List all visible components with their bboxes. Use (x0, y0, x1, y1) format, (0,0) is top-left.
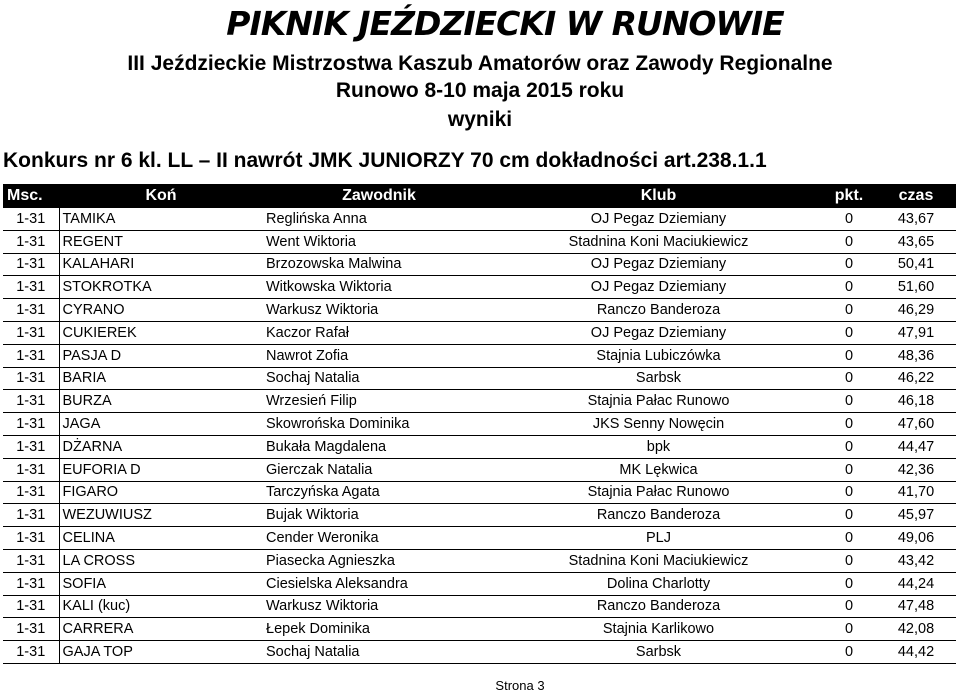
horse-cell: PASJA D (59, 344, 263, 367)
table-row (3, 321, 956, 344)
club-cell: JKS Senny Nowęcin (495, 413, 822, 436)
place-cell: 1-31 (3, 367, 59, 390)
horse-cell: LA CROSS (59, 549, 263, 572)
place-cell: 1-31 (3, 572, 59, 595)
table-row (3, 618, 956, 641)
event-subtitle: III Jeździeckie Mistrzostwa Kaszub Amatorów oraz Zawody Regionalne (127, 52, 833, 75)
club-cell: OJ Pegaz Dziemiany (495, 208, 822, 230)
column-header-club: Klub (495, 184, 822, 208)
points-cell: 0 (822, 572, 876, 595)
club-cell: Stajnia Pałac Runowo (495, 481, 822, 504)
time-cell: 49,06 (876, 527, 956, 550)
time-cell: 47,48 (876, 595, 956, 618)
results-table-body (3, 208, 956, 663)
table-row (3, 458, 956, 481)
horse-cell: KALAHARI (59, 253, 263, 276)
horse-cell: BARIA (59, 367, 263, 390)
time-cell: 50,41 (876, 253, 956, 276)
rider-cell: Cender Weronika (263, 527, 495, 550)
time-cell: 41,70 (876, 481, 956, 504)
horse-cell: GAJA TOP (59, 641, 263, 664)
points-cell: 0 (822, 641, 876, 664)
rider-cell: Sochaj Natalia (263, 367, 495, 390)
table-row (3, 549, 956, 572)
time-cell: 51,60 (876, 276, 956, 299)
rider-cell: Gierczak Natalia (263, 458, 495, 481)
horse-cell: STOKROTKA (59, 276, 263, 299)
club-cell: OJ Pegaz Dziemiany (495, 253, 822, 276)
rider-cell: Kaczor Rafał (263, 321, 495, 344)
club-cell: PLJ (495, 527, 822, 550)
place-cell: 1-31 (3, 618, 59, 641)
points-cell: 0 (822, 299, 876, 322)
horse-cell: CUKIEREK (59, 321, 263, 344)
event-title: PIKNIK JEŹDZIECKI W RUNOWIE (226, 4, 784, 43)
club-cell: Sarbsk (495, 367, 822, 390)
rider-cell: Sochaj Natalia (263, 641, 495, 664)
rider-cell: Łepek Dominika (263, 618, 495, 641)
table-row (3, 230, 956, 253)
table-header-row (3, 184, 956, 208)
time-cell: 45,97 (876, 504, 956, 527)
time-cell: 44,24 (876, 572, 956, 595)
points-cell: 0 (822, 435, 876, 458)
rider-cell: Reglińska Anna (263, 208, 495, 230)
time-cell: 43,67 (876, 208, 956, 230)
points-cell: 0 (822, 230, 876, 253)
rider-cell: Bujak Wiktoria (263, 504, 495, 527)
event-date: Runowo 8-10 maja 2015 roku (335, 79, 625, 102)
table-row (3, 413, 956, 436)
table-row (3, 572, 956, 595)
points-cell: 0 (822, 413, 876, 436)
rider-cell: Witkowska Wiktoria (263, 276, 495, 299)
rider-cell: Warkusz Wiktoria (263, 299, 495, 322)
club-cell: Ranczo Banderoza (495, 299, 822, 322)
rider-cell: Ciesielska Aleksandra (263, 572, 495, 595)
club-cell: Stadnina Koni Maciukiewicz (495, 549, 822, 572)
table-row (3, 641, 956, 664)
column-header-points: pkt. (822, 184, 876, 208)
place-cell: 1-31 (3, 276, 59, 299)
horse-cell: JAGA (59, 413, 263, 436)
club-cell: bpk (495, 435, 822, 458)
club-cell: Stajnia Lubiczówka (495, 344, 822, 367)
table-row (3, 481, 956, 504)
points-cell: 0 (822, 208, 876, 230)
rider-cell: Nawrot Zofia (263, 344, 495, 367)
table-row (3, 276, 956, 299)
time-cell: 44,47 (876, 435, 956, 458)
contest-title: Konkurs nr 6 kl. LL – II nawrót JMK JUNIORZY 70 cm dokładności art.238.1.1 (3, 149, 767, 172)
rider-cell: Tarczyńska Agata (263, 481, 495, 504)
rider-cell: Brzozowska Malwina (263, 253, 495, 276)
points-cell: 0 (822, 504, 876, 527)
column-header-time: czas (876, 184, 956, 208)
time-cell: 47,91 (876, 321, 956, 344)
time-cell: 44,42 (876, 641, 956, 664)
table-row (3, 595, 956, 618)
horse-cell: DŻARNA (59, 435, 263, 458)
points-cell: 0 (822, 344, 876, 367)
points-cell: 0 (822, 595, 876, 618)
table-row (3, 367, 956, 390)
points-cell: 0 (822, 253, 876, 276)
rider-cell: Skowrońska Dominika (263, 413, 495, 436)
place-cell: 1-31 (3, 458, 59, 481)
place-cell: 1-31 (3, 435, 59, 458)
horse-cell: FIGARO (59, 481, 263, 504)
horse-cell: SOFIA (59, 572, 263, 595)
horse-cell: EUFORIA D (59, 458, 263, 481)
club-cell: MK Lękwica (495, 458, 822, 481)
place-cell: 1-31 (3, 208, 59, 230)
place-cell: 1-31 (3, 481, 59, 504)
time-cell: 46,18 (876, 390, 956, 413)
time-cell: 46,29 (876, 299, 956, 322)
rider-cell: Warkusz Wiktoria (263, 595, 495, 618)
time-cell: 43,65 (876, 230, 956, 253)
results-table (3, 184, 956, 664)
points-cell: 0 (822, 367, 876, 390)
place-cell: 1-31 (3, 549, 59, 572)
table-row (3, 344, 956, 367)
points-cell: 0 (822, 321, 876, 344)
table-row (3, 253, 956, 276)
table-row (3, 527, 956, 550)
club-cell: Stajnia Pałac Runowo (495, 390, 822, 413)
horse-cell: CYRANO (59, 299, 263, 322)
club-cell: OJ Pegaz Dziemiany (495, 276, 822, 299)
time-cell: 43,42 (876, 549, 956, 572)
time-cell: 46,22 (876, 367, 956, 390)
rider-cell: Went Wiktoria (263, 230, 495, 253)
table-row (3, 208, 956, 230)
place-cell: 1-31 (3, 504, 59, 527)
place-cell: 1-31 (3, 344, 59, 367)
club-cell: OJ Pegaz Dziemiany (495, 321, 822, 344)
club-cell: Dolina Charlotty (495, 572, 822, 595)
points-cell: 0 (822, 458, 876, 481)
results-heading: wyniki (447, 108, 513, 131)
place-cell: 1-31 (3, 321, 59, 344)
time-cell: 47,60 (876, 413, 956, 436)
column-header-place: Msc. (3, 184, 59, 208)
place-cell: 1-31 (3, 253, 59, 276)
place-cell: 1-31 (3, 413, 59, 436)
time-cell: 42,36 (876, 458, 956, 481)
horse-cell: CARRERA (59, 618, 263, 641)
club-cell: Sarbsk (495, 641, 822, 664)
rider-cell: Wrzesień Filip (263, 390, 495, 413)
points-cell: 0 (822, 481, 876, 504)
table-row (3, 299, 956, 322)
horse-cell: BURZA (59, 390, 263, 413)
place-cell: 1-31 (3, 390, 59, 413)
page-number: Strona 3 (495, 678, 545, 693)
column-header-horse: Koń (59, 184, 263, 208)
rider-cell: Piasecka Agnieszka (263, 549, 495, 572)
place-cell: 1-31 (3, 230, 59, 253)
horse-cell: REGENT (59, 230, 263, 253)
points-cell: 0 (822, 390, 876, 413)
club-cell: Ranczo Banderoza (495, 504, 822, 527)
club-cell: Stadnina Koni Maciukiewicz (495, 230, 822, 253)
horse-cell: KALI (kuc) (59, 595, 263, 618)
table-row (3, 504, 956, 527)
club-cell: Ranczo Banderoza (495, 595, 822, 618)
rider-cell: Bukała Magdalena (263, 435, 495, 458)
place-cell: 1-31 (3, 641, 59, 664)
horse-cell: CELINA (59, 527, 263, 550)
table-row (3, 390, 956, 413)
horse-cell: WEZUWIUSZ (59, 504, 263, 527)
points-cell: 0 (822, 527, 876, 550)
points-cell: 0 (822, 549, 876, 572)
column-header-rider: Zawodnik (263, 184, 495, 208)
points-cell: 0 (822, 276, 876, 299)
club-cell: Stajnia Karlikowo (495, 618, 822, 641)
time-cell: 48,36 (876, 344, 956, 367)
place-cell: 1-31 (3, 299, 59, 322)
horse-cell: TAMIKA (59, 208, 263, 230)
time-cell: 42,08 (876, 618, 956, 641)
points-cell: 0 (822, 618, 876, 641)
place-cell: 1-31 (3, 595, 59, 618)
table-row (3, 435, 956, 458)
place-cell: 1-31 (3, 527, 59, 550)
